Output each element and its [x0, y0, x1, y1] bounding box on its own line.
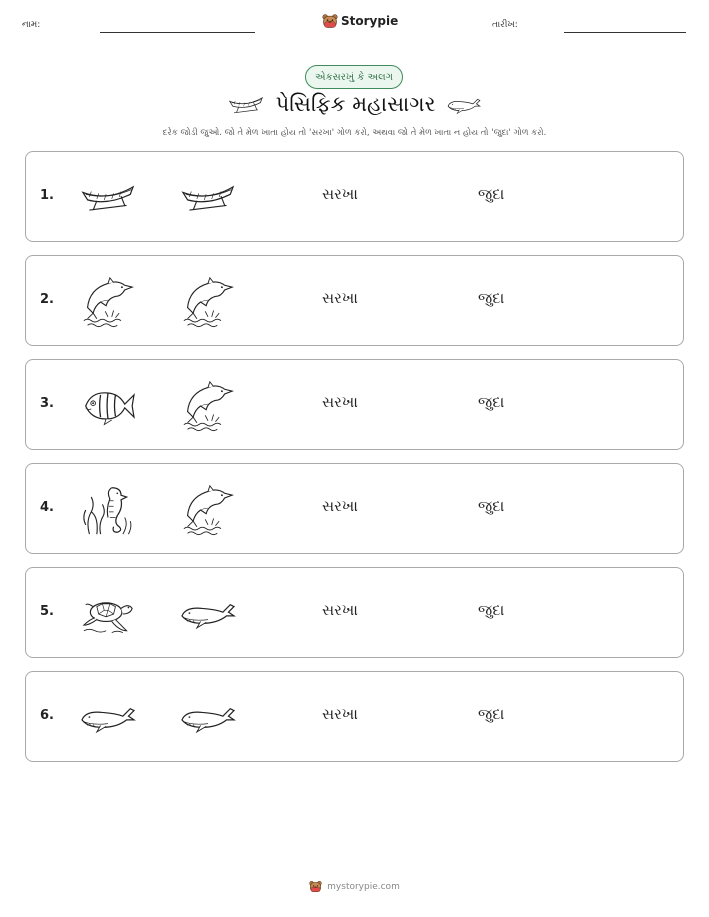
question-row [25, 671, 684, 762]
bear-icon [309, 880, 322, 893]
question-number: 4. [40, 500, 54, 515]
name-line[interactable] [100, 32, 255, 33]
title-row [0, 92, 709, 117]
question-row [25, 255, 684, 346]
canoe-icon [228, 93, 264, 117]
question-row [25, 567, 684, 658]
seahorse-icon [78, 484, 138, 536]
category-badge: એકસરખું કે અલગ [305, 65, 403, 89]
turtle-icon [78, 588, 138, 640]
instructions: દરેક જોડી જુઓ. જો તે મેળ ખાતા હોય તો 'સરખા' ગોળ કરો, અથવા જો તે મેળ ખાતા ન હોય તો 'જુદા' ગોળ કરો. [162, 128, 547, 138]
whale-icon [178, 588, 238, 640]
footer-url: mystorypie.com [327, 881, 400, 892]
different-option[interactable]: જુદા [478, 601, 505, 619]
question-number: 1. [40, 188, 54, 203]
question-row [25, 359, 684, 450]
dolphin-icon [178, 380, 238, 432]
dolphin-icon [178, 276, 238, 328]
same-option[interactable]: સરખા [322, 185, 358, 203]
different-option[interactable]: જુદા [478, 289, 505, 307]
whale-icon [178, 692, 238, 744]
bear-icon [322, 13, 338, 29]
brand-logo [322, 13, 398, 29]
canoe-icon [178, 172, 238, 224]
same-option[interactable]: સરખા [322, 393, 358, 411]
question-number: 6. [40, 708, 54, 723]
question-row [25, 463, 684, 554]
question-number: 2. [40, 292, 54, 307]
canoe-icon [78, 172, 138, 224]
brand-text: Storypie [341, 14, 399, 28]
dolphin-icon [78, 276, 138, 328]
date-label: તારીખ: [492, 20, 518, 30]
footer [0, 880, 709, 893]
date-line[interactable] [564, 32, 686, 33]
same-option[interactable]: સરખા [322, 601, 358, 619]
same-option[interactable]: સરખા [322, 705, 358, 723]
different-option[interactable]: જુદા [478, 185, 505, 203]
dolphin-icon [178, 484, 238, 536]
question-number: 5. [40, 604, 54, 619]
question-row [25, 151, 684, 242]
page-title: પેસિફિક મહાસાગર [275, 92, 436, 116]
different-option[interactable]: જુદા [478, 705, 505, 723]
different-option[interactable]: જુદા [478, 497, 505, 515]
name-label: નામ: [22, 20, 41, 30]
whale-icon [447, 94, 481, 116]
whale-icon [78, 692, 138, 744]
different-option[interactable]: જુદા [478, 393, 505, 411]
question-number: 3. [40, 396, 54, 411]
same-option[interactable]: સરખા [322, 289, 358, 307]
fish-icon [78, 380, 138, 432]
same-option[interactable]: સરખા [322, 497, 358, 515]
